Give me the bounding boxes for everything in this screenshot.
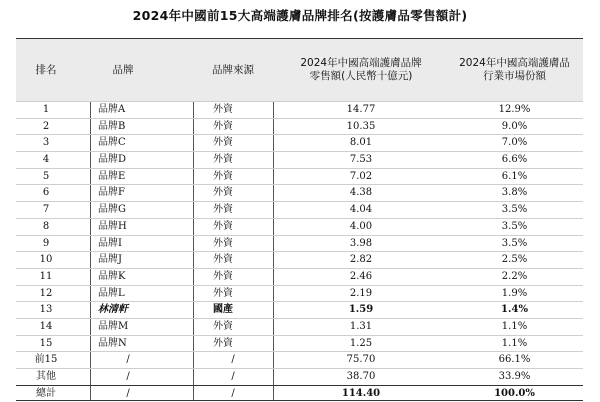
- brand-cell: 品牌F: [98, 187, 125, 199]
- share-cell: 3.5%: [501, 237, 528, 249]
- table-row: [16, 168, 583, 185]
- share-cell: 6.6%: [501, 154, 528, 166]
- table-row: [16, 335, 583, 352]
- brand-cell: 品牌E: [98, 170, 126, 182]
- source-cell: 外資: [213, 337, 233, 349]
- brand-cell: /: [126, 354, 130, 366]
- source-cell: /: [231, 387, 235, 399]
- brand-cell: 品牌J: [98, 254, 123, 266]
- rank-cell: 前15: [34, 354, 58, 366]
- sales-cell: 4.38: [349, 187, 373, 199]
- table-row: [16, 184, 583, 201]
- rank-cell: 7: [42, 204, 50, 216]
- share-cell: 12.9%: [498, 104, 531, 115]
- rank-cell: 6: [42, 187, 50, 199]
- share-cell: 2.2%: [501, 270, 528, 282]
- sales-cell: 1.31: [349, 320, 373, 332]
- brand-cell: 品牌C: [98, 137, 126, 149]
- brand-cell: 品牌D: [98, 154, 127, 166]
- table-row: [16, 285, 583, 302]
- share-cell: 3.5%: [501, 204, 528, 216]
- sales-cell: 38.70: [346, 371, 376, 382]
- table-row: [16, 368, 583, 385]
- table-body: [16, 101, 583, 401]
- source-cell: /: [231, 354, 235, 366]
- brand-cell: 品牌B: [98, 120, 126, 132]
- header-share: [446, 39, 583, 101]
- table-row: [16, 251, 583, 268]
- table-row: [16, 218, 583, 235]
- sales-cell: 4.04: [349, 204, 373, 216]
- rank-cell: 5: [42, 170, 50, 182]
- table-header: [16, 38, 583, 101]
- brand-cell: 品牌G: [98, 204, 126, 216]
- brand-cell: 品牌H: [98, 220, 127, 232]
- rank-cell: 13: [39, 304, 53, 316]
- header-sales: [296, 39, 426, 101]
- brand-cell: 品牌L: [98, 287, 125, 299]
- header-share-line1: 2024年中國高端護膚品: [459, 57, 570, 69]
- ranking-table: [16, 38, 583, 401]
- share-cell: 9.0%: [501, 120, 528, 132]
- table-row: [16, 351, 583, 368]
- rank-cell: 10: [39, 254, 53, 266]
- share-cell: 7.0%: [501, 137, 528, 149]
- source-cell: 外資: [213, 187, 233, 199]
- share-cell: 66.1%: [498, 354, 531, 366]
- source-cell: 國產: [213, 304, 233, 316]
- brand-cell: 品牌M: [98, 320, 129, 332]
- source-cell: 外資: [213, 320, 233, 332]
- rank-cell: 2: [42, 120, 50, 132]
- share-cell: 2.5%: [501, 254, 528, 266]
- share-cell: 1.1%: [501, 337, 528, 349]
- header-sales-line2: 零售額(人民幣十億元): [309, 70, 413, 82]
- table-row: [16, 268, 583, 285]
- page-title: 2024年中國前15大高端護膚品牌排名(按護膚品零售額計): [132, 8, 468, 23]
- brand-cell: 品牌N: [98, 337, 127, 349]
- brand-cell: /: [126, 371, 130, 382]
- share-cell: 3.8%: [501, 187, 528, 199]
- table-row: [16, 101, 583, 118]
- source-cell: 外資: [213, 287, 233, 299]
- table-row: [16, 301, 583, 318]
- sales-cell: 2.82: [349, 254, 373, 266]
- source-cell: /: [231, 371, 235, 382]
- source-cell: 外資: [213, 104, 233, 115]
- share-cell: 6.1%: [501, 170, 528, 182]
- rank-cell: 8: [42, 220, 50, 232]
- rank-cell: 4: [42, 154, 50, 166]
- brand-cell: 品牌I: [98, 237, 122, 249]
- table-row: [16, 151, 583, 168]
- sales-cell: 4.00: [349, 220, 373, 232]
- source-cell: 外資: [213, 204, 233, 216]
- table-row: [16, 235, 583, 252]
- sales-cell: 75.70: [346, 354, 376, 366]
- sales-cell: 8.01: [349, 137, 373, 149]
- brand-cell: 品牌K: [98, 270, 126, 282]
- source-cell: 外資: [213, 270, 233, 282]
- brand-cell: 品牌A: [98, 104, 126, 115]
- source-cell: 外資: [213, 254, 233, 266]
- sales-cell: 7.53: [349, 154, 373, 166]
- brand-cell: /: [126, 387, 130, 399]
- share-cell: 1.4%: [501, 304, 528, 316]
- rank-cell: 12: [39, 287, 53, 299]
- sales-cell: 1.59: [348, 304, 374, 316]
- rank-cell: 9: [42, 237, 50, 249]
- source-cell: 外資: [213, 220, 233, 232]
- rank-cell: 11: [39, 270, 53, 282]
- sales-cell: 2.19: [349, 287, 373, 299]
- share-cell: 1.1%: [501, 320, 528, 332]
- share-cell: 33.9%: [498, 371, 531, 382]
- rank-cell: 1: [42, 104, 50, 115]
- header-sales-line1: 2024年中國高端護膚品牌: [300, 57, 422, 69]
- share-cell: 1.9%: [501, 287, 528, 299]
- header-source: 品牌來源: [212, 63, 254, 76]
- rank-cell: 總計: [36, 387, 56, 399]
- rank-cell: 其他: [36, 371, 56, 382]
- sales-cell: 2.46: [349, 270, 373, 282]
- sales-cell: 14.77: [346, 104, 376, 115]
- header-rank: 排名: [35, 63, 57, 76]
- share-cell: 3.5%: [501, 220, 528, 232]
- table-row: [16, 201, 583, 218]
- header-brand: 品牌: [112, 63, 134, 76]
- share-cell: 100.0%: [494, 387, 535, 399]
- sales-cell: 114.40: [341, 387, 381, 399]
- table-row: [16, 134, 583, 151]
- source-cell: 外資: [213, 154, 233, 166]
- source-cell: 外資: [213, 137, 233, 149]
- source-cell: 外資: [213, 170, 233, 182]
- table-row: [16, 385, 583, 402]
- source-cell: 外資: [213, 237, 233, 249]
- source-cell: 外資: [213, 120, 233, 132]
- header-share-line2: 行業市場份額: [483, 70, 546, 82]
- rank-cell: 3: [42, 137, 50, 149]
- sales-cell: 10.35: [346, 120, 376, 132]
- sales-cell: 1.25: [349, 337, 373, 349]
- brand-cell: 林清軒: [98, 304, 128, 316]
- table-row: [16, 318, 583, 335]
- sales-cell: 3.98: [349, 237, 373, 249]
- table-row: [16, 118, 583, 135]
- sales-cell: 7.02: [349, 170, 373, 182]
- rank-cell: 14: [39, 320, 53, 332]
- rank-cell: 15: [39, 337, 53, 349]
